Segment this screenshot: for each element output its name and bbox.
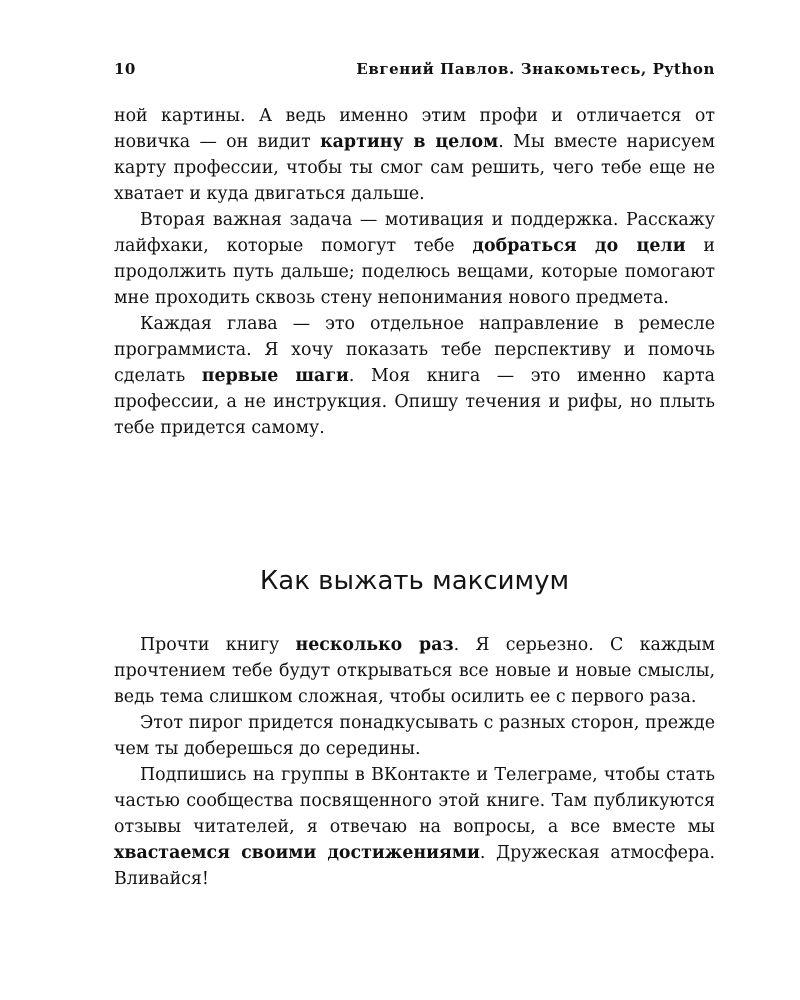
text-run: ной картины. А ведь именно этим профи и отличается от новичка — он видит: [114, 106, 715, 152]
section-paragraph-3: [114, 762, 715, 892]
section-paragraph-1: [114, 632, 715, 710]
text-run: Вторая важная задача — мотивация и поддержка. Расскажу лайфхаки, которые помогут тебе: [114, 210, 715, 256]
emphasis-text: хвастаемся своими достижениями: [114, 843, 480, 863]
intro-text: [114, 103, 715, 441]
text-run: . Моя книга — это именно карта профессии, а не инструкция. Опишу течения и рифы, но плыть тебе придется самому.: [114, 366, 715, 438]
emphasis-text: первые шаги: [201, 366, 349, 386]
section-paragraph-2: Этот пирог придется понадкусывать с разных сторон, прежде чем ты доберешься до середины.: [114, 713, 715, 759]
page-number: 10: [114, 60, 136, 78]
text-run: . Я серьезно. С каждым прочтением тебе будут открываться все новые и новые смыслы, ведь тема слишком сложная, чтобы осилить ее с первого раза.: [114, 635, 715, 707]
intro-paragraph-1: [114, 103, 715, 207]
text-run: . Мы вместе нарисуем карту профессии, чтобы ты смог сам решить, чего тебе еще не хватает и куда двигаться дальше.: [114, 132, 715, 204]
text-run: Прочти книгу: [140, 635, 296, 655]
intro-paragraph-2: [114, 207, 715, 311]
text-run: . Дружеская атмосфера. Вливайся!: [114, 843, 715, 889]
section-heading: Как выжать максимум: [259, 566, 570, 596]
emphasis-text: несколько раз: [295, 635, 454, 655]
text-run: Подпишись на группы в ВКонтакте и Телеграме, чтобы стать частью сообщества посвященного этой книге. Там публикуются отзывы читателей, я отвечаю на вопросы, а все вместе мы: [114, 765, 715, 837]
text-run: и продолжить путь дальше; поделюсь вещами, которые помогают мне проходить сквозь стену непонимания нового предмета.: [114, 236, 715, 308]
emphasis-text: картину в целом: [320, 132, 499, 152]
section-text: [114, 632, 715, 892]
intro-paragraph-3: [114, 311, 715, 441]
text-run: Каждая глава — это отдельное направление в ремесле программиста. Я хочу показать тебе перспективу и помочь сделать: [114, 314, 715, 386]
running-header: Евгений Павлов. Знакомьтесь, Python: [356, 60, 715, 78]
emphasis-text: добраться до цели: [472, 236, 686, 256]
